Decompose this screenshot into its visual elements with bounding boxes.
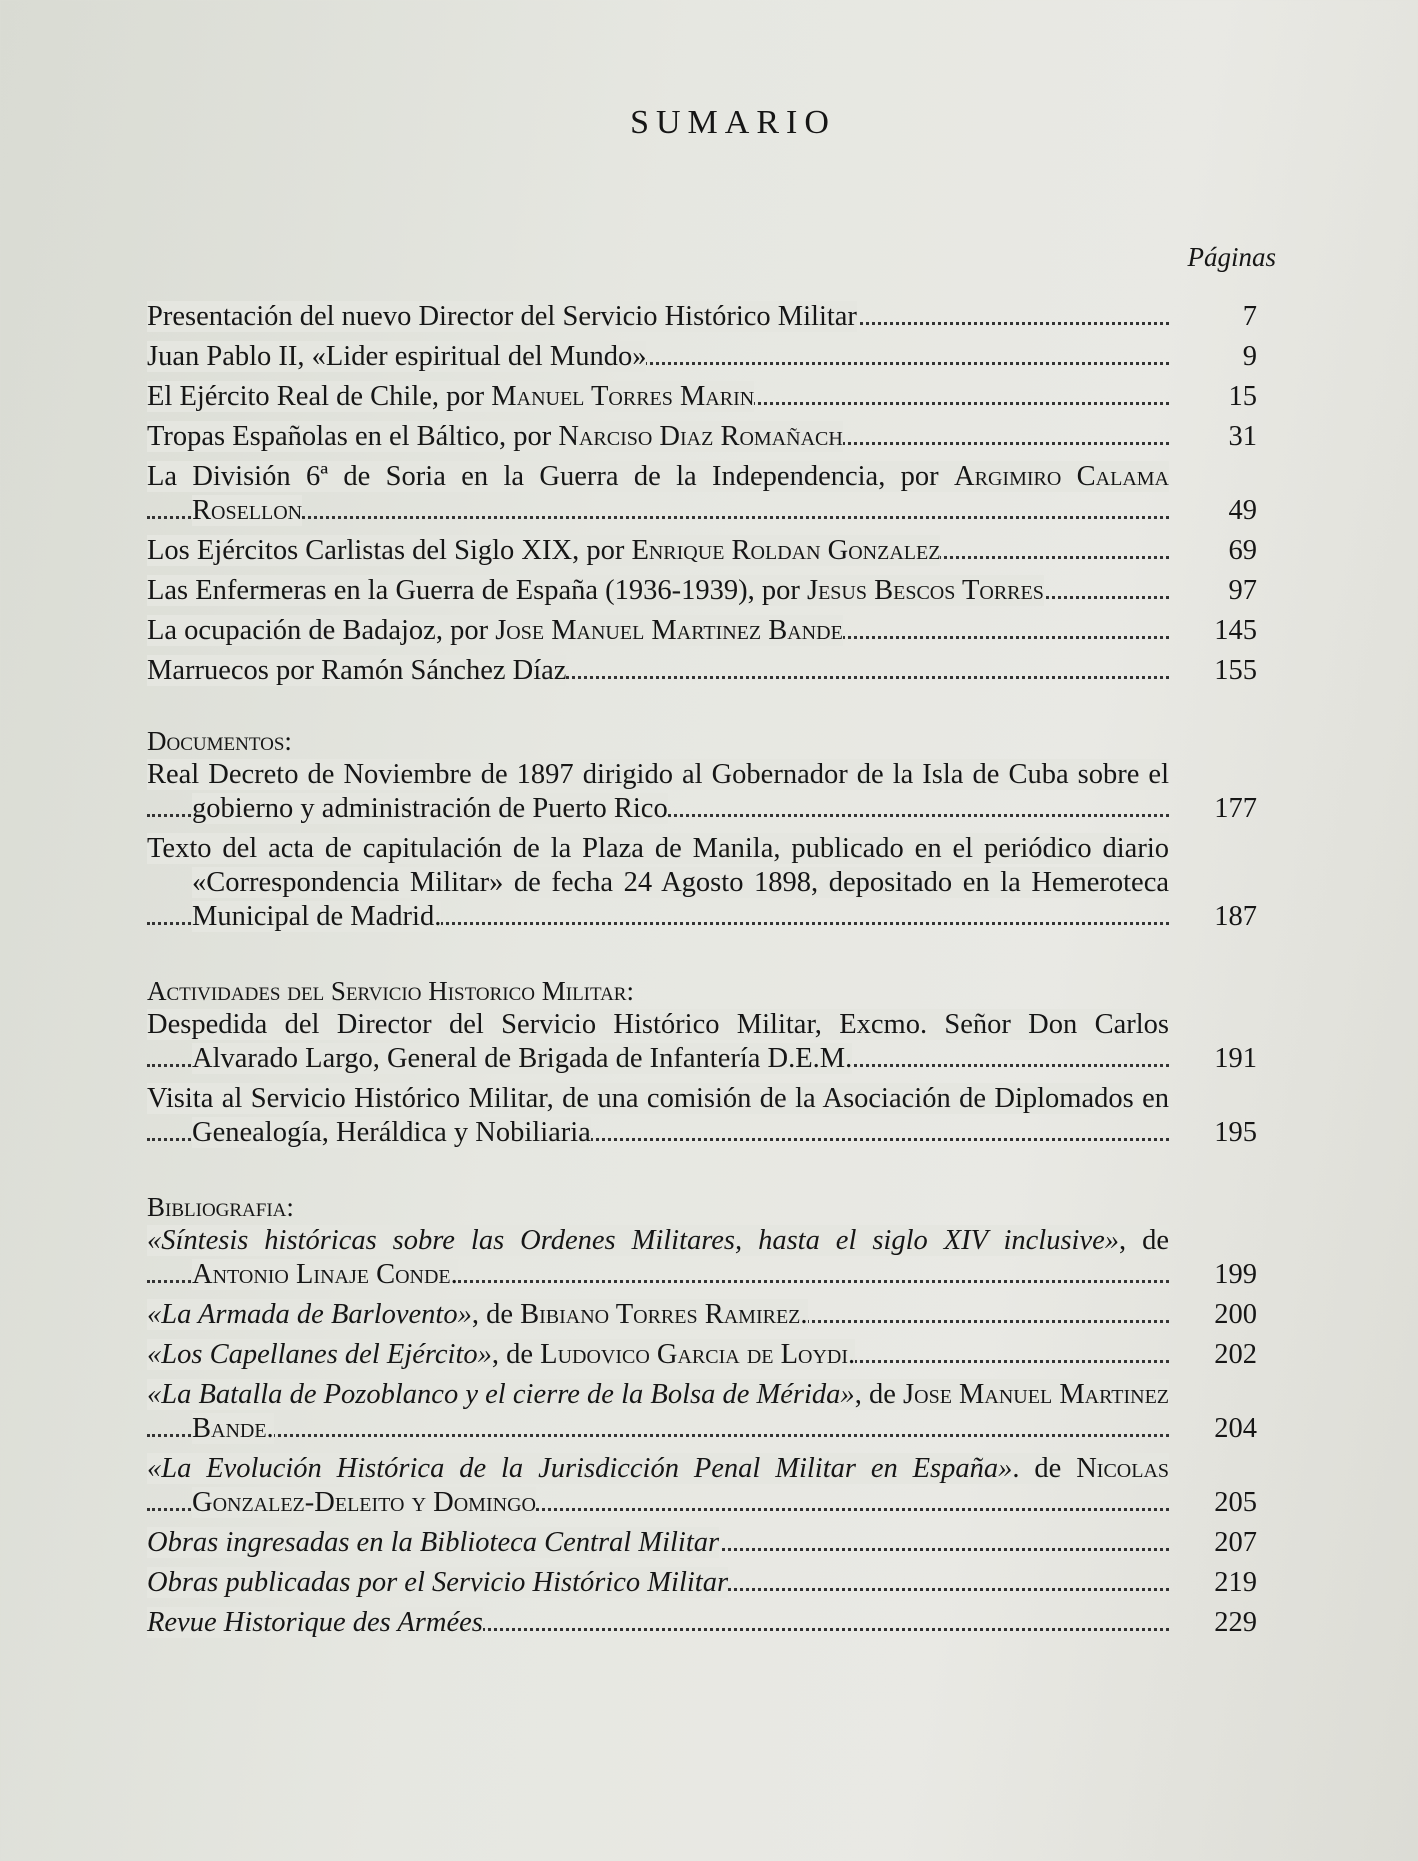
toc-entry[interactable] <box>147 1566 1257 1600</box>
entry-separator: por <box>439 381 492 412</box>
toc-entry[interactable] <box>147 300 1257 334</box>
entry-title: Obras publicadas por el Servicio Histórico Militar <box>147 1567 729 1598</box>
toc-entry[interactable] <box>147 1338 1257 1372</box>
toc-entry[interactable] <box>147 574 1257 608</box>
entry-title: Visita al Servicio Histórico Militar, de una comisión de la Asociación de Diplomados en Genealogía, Heráldica y Nobiliaria <box>147 1083 1169 1148</box>
entry-page-number: 207 <box>1214 1527 1257 1558</box>
entry-page-number: 204 <box>1214 1413 1257 1444</box>
entry-author: Ludovico Garcia de Loydi. <box>540 1339 856 1370</box>
entry-text <box>147 421 843 452</box>
entry-text <box>147 655 566 686</box>
entry-text <box>147 301 857 332</box>
entry-separator: por <box>579 535 632 566</box>
entry-title: Las Enfermeras en la Guerra de España (1936-1939), <box>147 575 755 606</box>
entry-author: Argimiro Calama Rosellon <box>192 461 1169 526</box>
entry-separator: , de <box>471 1299 521 1330</box>
entry-author: Antonio Linaje Conde. <box>192 1259 458 1290</box>
toc-entry[interactable] <box>147 380 1257 414</box>
entry-separator: por <box>885 461 955 492</box>
entry-text <box>147 1567 728 1598</box>
entry-page-number: 200 <box>1214 1299 1257 1330</box>
toc-entry[interactable] <box>147 1008 1257 1076</box>
entry-text <box>147 1339 855 1370</box>
entry-separator: . de <box>1012 1453 1077 1484</box>
pages-column-label: Páginas <box>1187 242 1276 272</box>
entry-author: Nicolas Gonzalez-Deleito y Domingo <box>192 1453 1170 1518</box>
toc-entry[interactable] <box>147 534 1257 568</box>
entry-page-number: 229 <box>1214 1607 1257 1638</box>
toc-entry[interactable] <box>147 1606 1257 1640</box>
entry-text <box>147 341 646 372</box>
entry-title: Despedida del Director del Servicio Histórico Militar, Excmo. Señor Don Carlos Alvarado Largo, General de Brigada de Infantería D.E.M. <box>147 1009 1169 1074</box>
toc-entry[interactable] <box>147 1082 1257 1150</box>
entry-page-number: 202 <box>1214 1339 1257 1370</box>
toc-entry[interactable] <box>147 1378 1257 1446</box>
table-of-contents <box>147 300 1257 1646</box>
entry-title: Obras ingresadas en la Biblioteca Central Militar <box>147 1527 720 1558</box>
dot-leader <box>147 1434 1169 1437</box>
entry-title: Tropas Españolas en el Báltico, <box>147 421 507 452</box>
entry-page-number: 31 <box>1228 421 1257 452</box>
entry-title: La ocupación de Badajoz, <box>147 615 443 646</box>
entry-title: Presentación del nuevo Director del Servicio Histórico Militar <box>147 301 857 332</box>
entry-text <box>147 1607 483 1638</box>
entry-author: Jesus Bescos Torres <box>807 575 1044 606</box>
entry-title: Los Ejércitos Carlistas del Siglo XIX, <box>147 535 580 566</box>
entry-separator: por <box>754 575 807 606</box>
entry-author: Jose Manuel Martinez Bande <box>495 615 843 646</box>
toc-entry[interactable] <box>147 340 1257 374</box>
entry-page-number: 9 <box>1242 341 1257 372</box>
toc-entry[interactable] <box>147 420 1257 454</box>
toc-entry[interactable] <box>147 1298 1257 1332</box>
toc-entry[interactable] <box>147 460 1257 528</box>
entry-author: Enrique Roldan Gonzalez <box>631 535 941 566</box>
entry-page-number: 191 <box>1214 1043 1257 1074</box>
entry-author: Jose Manuel Martinez Bande. <box>192 1379 1169 1444</box>
entry-title: Texto del acta de capitulación de la Plaza de Manila, publicado en el periódico diario «Correspondencia Militar» de fecha 24 Agosto 1898, depositado en la Hemeroteca Municipal de Madrid. <box>147 833 1169 932</box>
entry-text <box>147 1527 719 1558</box>
entry-text <box>147 1299 808 1330</box>
entry-author: Narciso Diaz Romañach <box>558 421 843 452</box>
entry-text <box>147 381 754 412</box>
entry-page-number: 205 <box>1214 1487 1257 1518</box>
entry-author: Bibiano Torres Ramirez. <box>520 1299 808 1330</box>
entry-page-number: 199 <box>1214 1259 1257 1290</box>
entry-text <box>147 535 940 566</box>
entry-title: Revue Historique des Armées <box>147 1607 483 1638</box>
section-heading: Actividades del Servicio Historico Militar: <box>147 976 634 1006</box>
toc-entry[interactable] <box>147 1526 1257 1560</box>
toc-entry[interactable] <box>147 758 1257 826</box>
entry-page-number: 155 <box>1214 655 1257 686</box>
toc-entry[interactable] <box>147 1224 1257 1292</box>
entry-title: «La Evolución Histórica de la Jurisdicción Penal Militar en España» <box>147 1453 1013 1484</box>
entry-page-number: 177 <box>1214 793 1257 824</box>
entry-title: «Los Capellanes del Ejército» <box>147 1339 492 1370</box>
toc-entry[interactable] <box>147 654 1257 688</box>
page-title: SUMARIO <box>630 104 836 141</box>
entry-page-number: 7 <box>1242 301 1257 332</box>
entry-page-number: 97 <box>1228 575 1257 606</box>
entry-separator: por <box>442 615 496 646</box>
entry-page-number: 15 <box>1228 381 1257 412</box>
entry-title: Real Decreto de Noviembre de 1897 dirigido al Gobernador de la Isla de Cuba sobre el gobierno y administración de Puerto Rico <box>147 759 1169 824</box>
entry-title: El Ejército Real de Chile, <box>147 381 440 412</box>
entry-title: «La Armada de Barlovento» <box>147 1299 472 1330</box>
entry-page-number: 145 <box>1214 615 1257 646</box>
entry-page-number: 195 <box>1214 1117 1257 1148</box>
entry-separator: por <box>506 421 559 452</box>
entry-title: Juan Pablo II, «Lider espiritual del Mundo» <box>147 341 647 372</box>
section-heading: Documentos: <box>147 726 292 756</box>
entry-title: La División 6ª de Soria en la Guerra de la Independencia, <box>147 461 886 492</box>
entry-title: «Síntesis históricas sobre las Ordenes Militares, hasta el siglo XIV inclusive» <box>147 1225 1120 1256</box>
entry-page-number: 187 <box>1214 901 1257 932</box>
entry-page-number: 219 <box>1214 1567 1257 1598</box>
entry-text <box>147 615 843 646</box>
toc-entry[interactable] <box>147 832 1257 934</box>
entry-text <box>147 833 1169 932</box>
section-heading: Bibliografia: <box>147 1192 294 1222</box>
entry-page-number: 49 <box>1228 495 1257 526</box>
toc-entry[interactable] <box>147 614 1257 648</box>
entry-separator: , de <box>854 1379 904 1410</box>
entry-separator: , de <box>491 1339 541 1370</box>
entry-title: «La Batalla de Pozoblanco y el cierre de la Bolsa de Mérida» <box>147 1379 855 1410</box>
entry-author: Manuel Torres Marin <box>491 381 755 412</box>
entry-separator: , de <box>1119 1225 1169 1256</box>
entry-title: Marruecos por Ramón Sánchez Díaz <box>147 655 567 686</box>
toc-entry[interactable] <box>147 1452 1257 1520</box>
entry-text <box>147 575 1044 606</box>
entry-page-number: 69 <box>1228 535 1257 566</box>
